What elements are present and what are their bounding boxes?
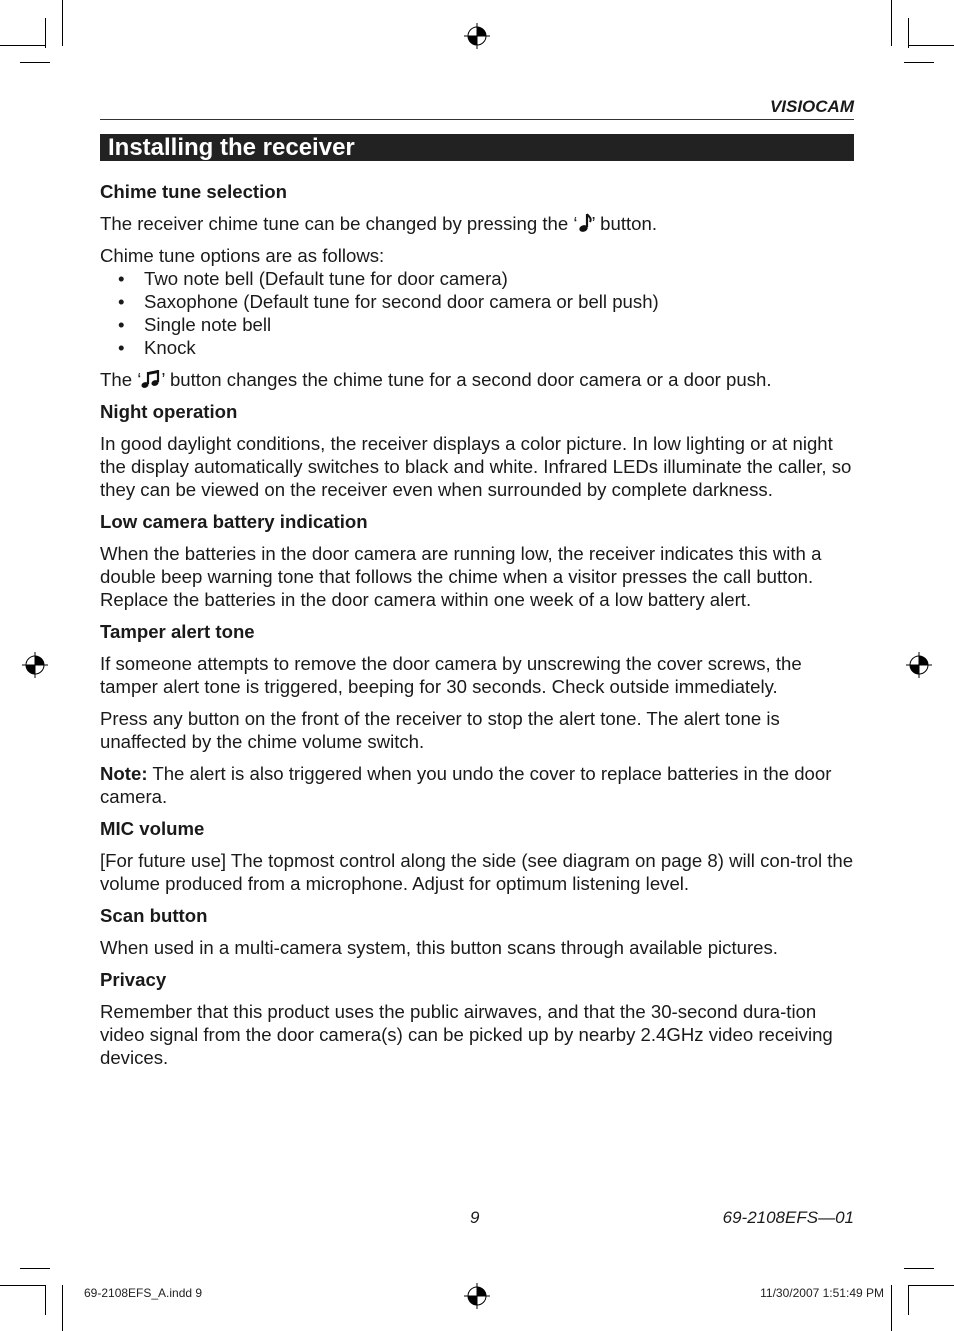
slug-file: 69-2108EFS_A.indd 9 [84,1286,203,1300]
night-heading: Night operation [100,401,238,422]
chime-second-suffix: ’ button changes the chime tune for a second door camera or a door push. [161,369,772,390]
registration-mark-icon [464,1283,490,1309]
chime-line-suffix: ’ button. [591,213,657,234]
list-item: • Knock [100,336,860,359]
registration-mark-icon [906,652,932,678]
header-brand: VISIOCAM [769,97,854,116]
scan-body: When used in a multi-camera system, this button scans through available pictures. [100,937,778,958]
main-content [100,180,860,1078]
night-body: In good daylight conditions, the receiver displays a color picture. In low lighting or at night the display automatically switches to black and white. Infrared LEDs illuminate the caller, so they can be viewed on the receiver even when surrounded by complete darkness. [100,433,852,500]
mic-heading: MIC volume [100,818,205,839]
chime-second-line [100,368,860,391]
double-music-note-icon [141,369,161,389]
registration-mark-icon [464,23,490,49]
music-note-icon [578,213,592,233]
document-code: 69-2108EFS—01 [722,1208,854,1227]
page-number: 9 [470,1208,480,1227]
page-title: Installing the receiver [100,134,854,161]
scan-heading: Scan button [100,905,208,926]
slug-date: 11/30/2007 1:51:49 PM [760,1286,884,1300]
tamper-body-1: If someone attempts to remove the door camera by unscrewing the cover screws, the tamper alert tone is triggered, beeping for 30 seconds. Check outside immediately. [100,653,802,697]
note-text: The alert is also triggered when you undo the cover to replace batteries in the door camera. [100,763,832,807]
tamper-note [100,762,860,808]
note-label: Note: [100,763,148,784]
chime-options-list [100,267,860,359]
tamper-body-2: Press any button on the front of the receiver to stop the alert tone. The alert tone is unaffected by the chime volume switch. [100,708,780,752]
battery-heading: Low camera battery indication [100,511,368,532]
mic-body: [For future use] The topmost control along the side (see diagram on page 8) will con-trol the volume produced from a microphone. Adjust for optimum listening level. [100,850,854,894]
chime-heading: Chime tune selection [100,181,288,202]
chime-options-intro: Chime tune options are as follows: [100,245,385,266]
privacy-heading: Privacy [100,969,167,990]
header-rule [100,119,854,120]
list-item: • Single note bell [100,313,860,336]
registration-mark-icon [22,652,48,678]
privacy-body: Remember that this product uses the public airwaves, and that the 30-second dura-tion video signal from the door camera(s) can be picked up by nearby 2.4GHz video receiving devices. [100,1001,833,1068]
battery-body: When the batteries in the door camera are running low, the receiver indicates this with a double beep warning tone that follows the chime when a visitor presses the call button. Replace the batteries in the door camera within one week of a low battery alert. [100,543,822,610]
chime-line [100,212,860,235]
chime-second-prefix: The ‘ [100,369,142,390]
chime-line-prefix: The receiver chime tune can be changed by pressing the ‘ [100,213,578,234]
tamper-heading: Tamper alert tone [100,621,255,642]
list-item: • Two note bell (Default tune for door camera) [100,267,860,290]
list-item: • Saxophone (Default tune for second door camera or bell push) [100,290,860,313]
